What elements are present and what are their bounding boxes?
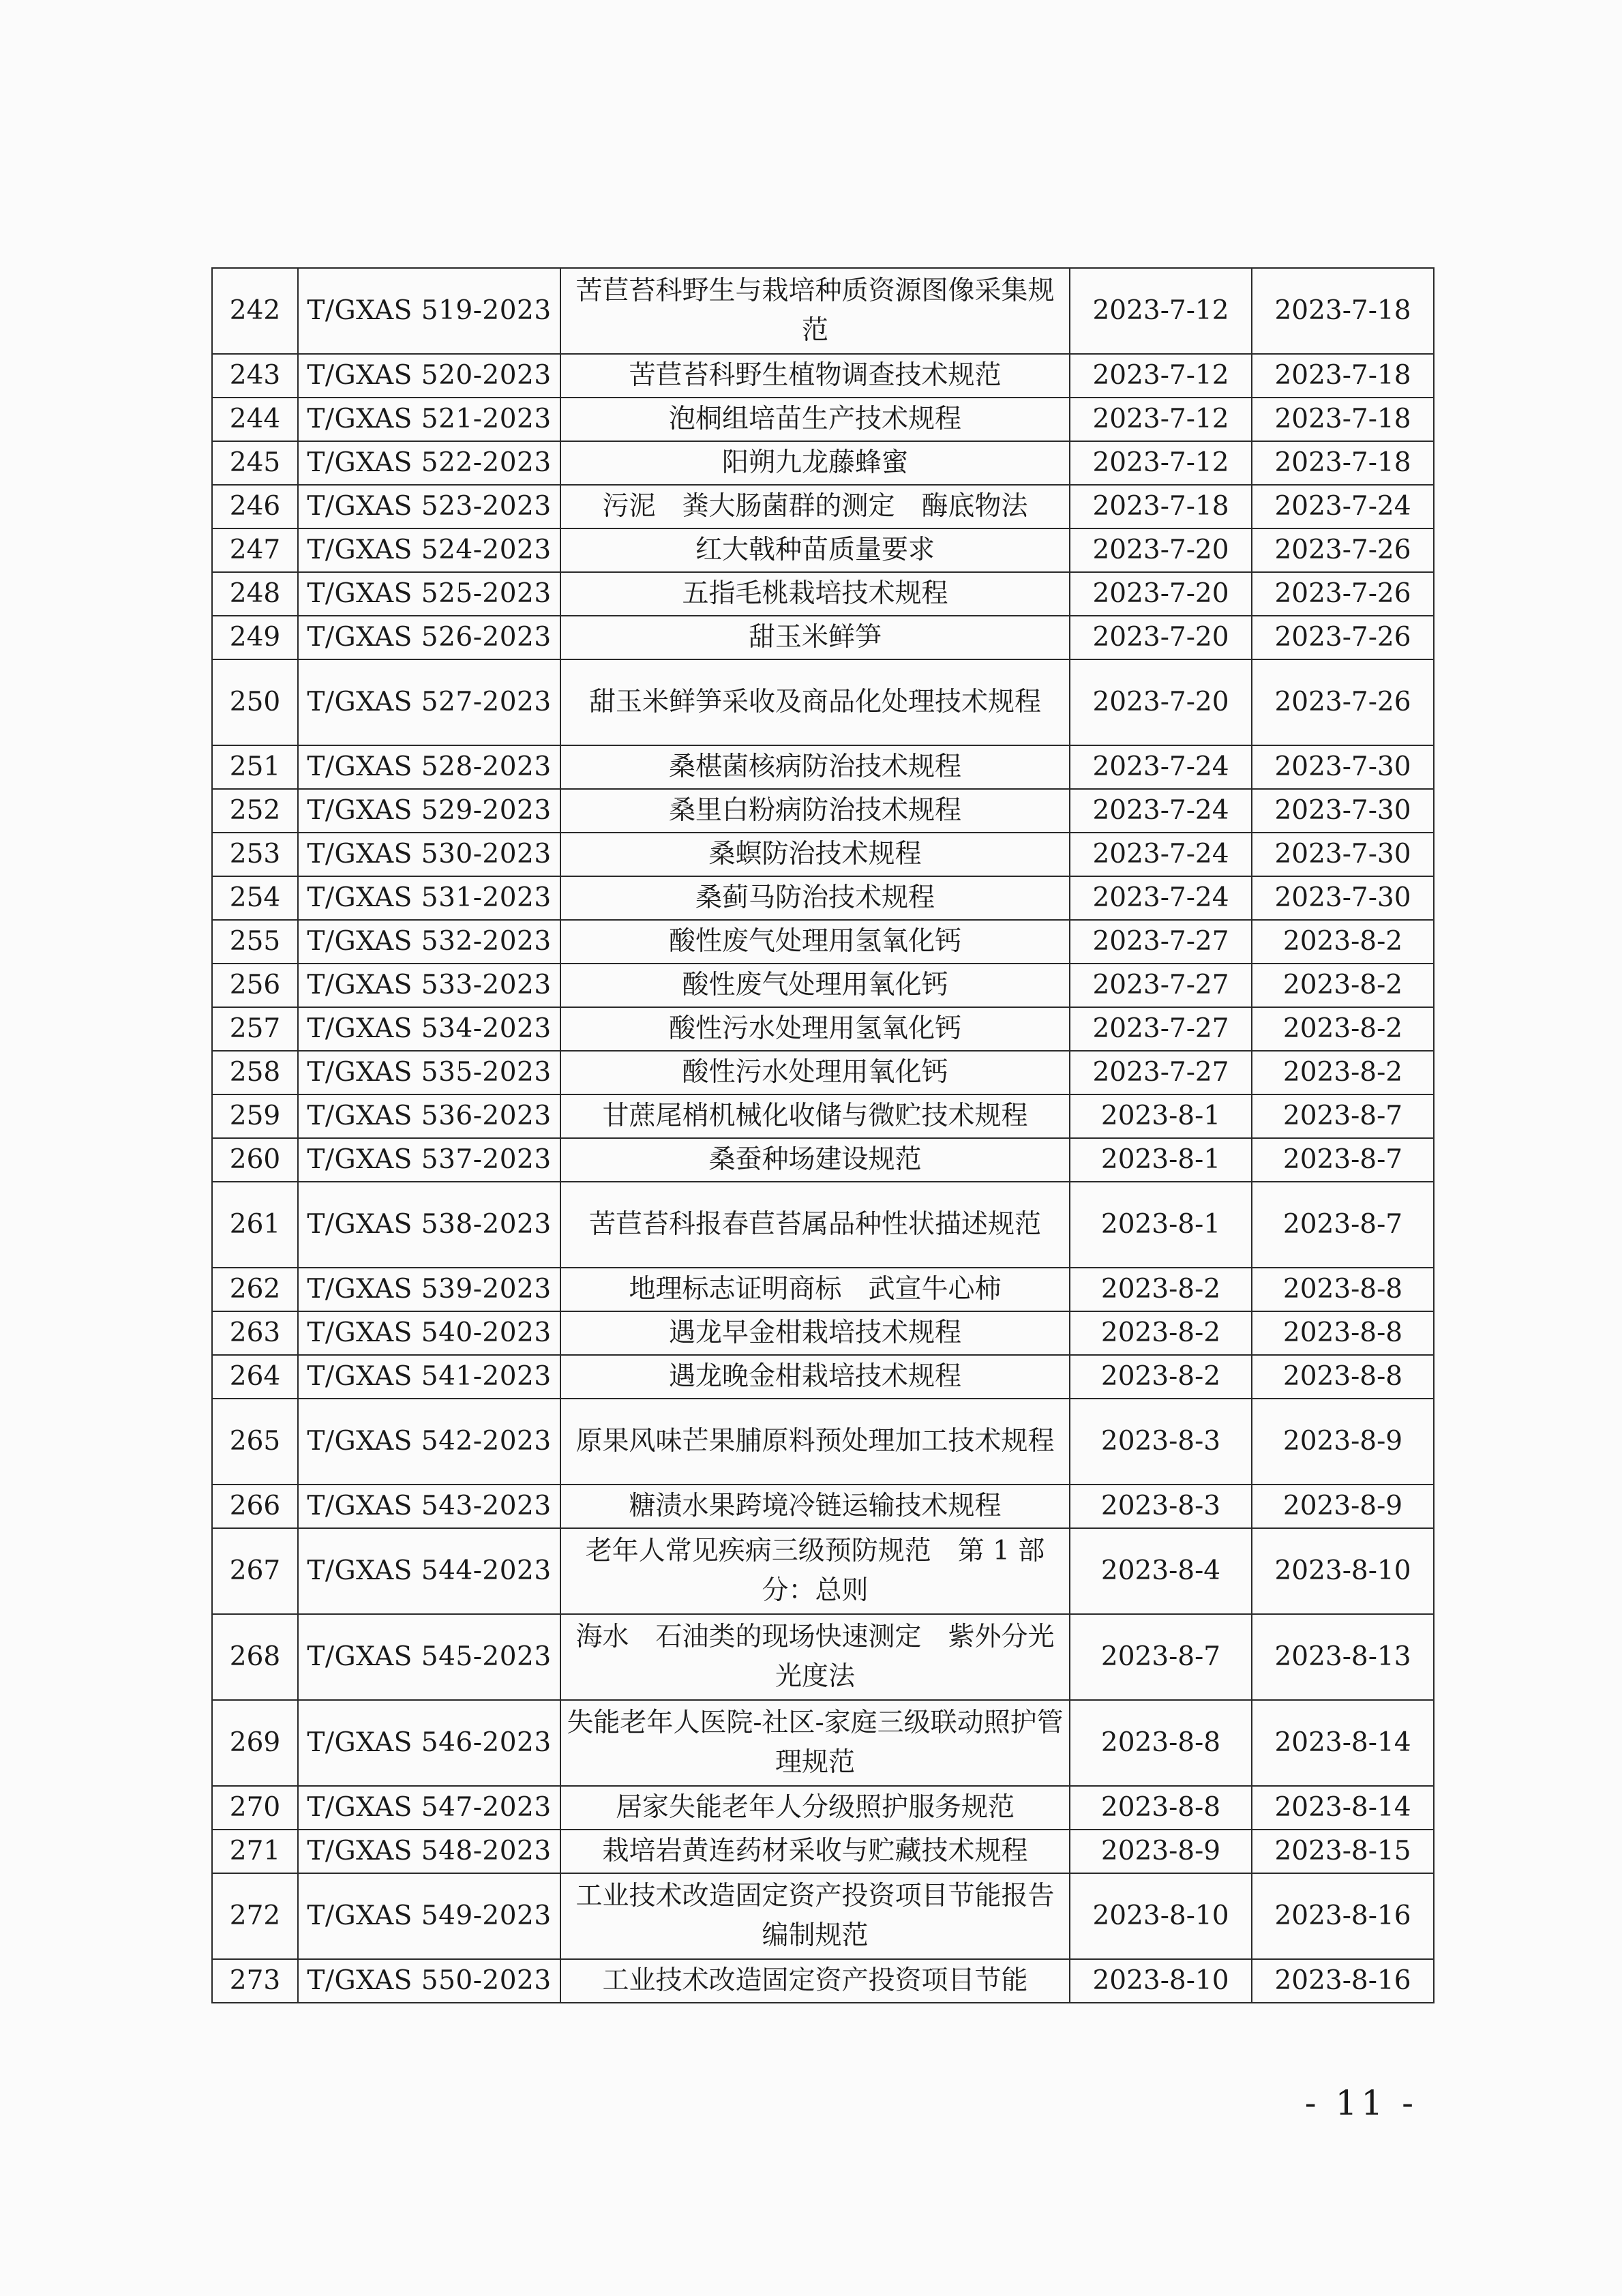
table-row (212, 572, 1434, 616)
standard-name-cell: 桑蓟马防治技术规程 (560, 876, 1070, 920)
standard-name-cell: 甜玉米鲜笋 (560, 616, 1070, 659)
effective-date-cell: 2023-8-2 (1252, 920, 1434, 964)
publish-date-cell: 2023-8-10 (1070, 1959, 1252, 2003)
standard-code-cell: T/GXAS 524-2023 (298, 528, 560, 572)
effective-date-cell: 2023-8-10 (1252, 1528, 1434, 1614)
row-number-cell: 251 (212, 745, 298, 789)
publish-date-cell: 2023-7-24 (1070, 876, 1252, 920)
standard-name-cell: 污泥 粪大肠菌群的测定 酶底物法 (560, 485, 1070, 528)
standard-name-cell: 原果风味芒果脯原料预处理加工技术规程 (560, 1399, 1070, 1485)
table-row (212, 789, 1434, 833)
publish-date-cell: 2023-7-24 (1070, 745, 1252, 789)
publish-date-cell: 2023-8-3 (1070, 1399, 1252, 1485)
publish-date-cell: 2023-8-1 (1070, 1094, 1252, 1138)
standard-name-cell: 老年人常见疾病三级预防规范 第 1 部分：总则 (560, 1528, 1070, 1614)
standard-code-cell: T/GXAS 550-2023 (298, 1959, 560, 2003)
table-row (212, 354, 1434, 398)
table-row (212, 1700, 1434, 1786)
table-row (212, 1959, 1434, 2003)
standard-name-cell: 五指毛桃栽培技术规程 (560, 572, 1070, 616)
row-number-cell: 271 (212, 1830, 298, 1873)
row-number-cell: 250 (212, 659, 298, 745)
table-row (212, 1873, 1434, 1959)
row-number-cell: 242 (212, 268, 298, 354)
effective-date-cell: 2023-7-26 (1252, 572, 1434, 616)
effective-date-cell: 2023-8-8 (1252, 1355, 1434, 1399)
standard-name-cell: 糖渍水果跨境冷链运输技术规程 (560, 1485, 1070, 1528)
row-number-cell: 266 (212, 1485, 298, 1528)
table-row (212, 964, 1434, 1007)
standard-code-cell: T/GXAS 525-2023 (298, 572, 560, 616)
standard-code-cell: T/GXAS 540-2023 (298, 1311, 560, 1355)
standard-name-cell: 遇龙早金柑栽培技术规程 (560, 1311, 1070, 1355)
row-number-cell: 247 (212, 528, 298, 572)
effective-date-cell: 2023-8-2 (1252, 1007, 1434, 1051)
publish-date-cell: 2023-7-18 (1070, 485, 1252, 528)
row-number-cell: 260 (212, 1138, 298, 1182)
table-row (212, 1182, 1434, 1268)
standard-code-cell: T/GXAS 544-2023 (298, 1528, 560, 1614)
publish-date-cell: 2023-8-1 (1070, 1182, 1252, 1268)
standard-code-cell: T/GXAS 534-2023 (298, 1007, 560, 1051)
row-number-cell: 253 (212, 833, 298, 876)
effective-date-cell: 2023-7-18 (1252, 441, 1434, 485)
standard-code-cell: T/GXAS 545-2023 (298, 1614, 560, 1700)
publish-date-cell: 2023-7-27 (1070, 964, 1252, 1007)
table-row (212, 1528, 1434, 1614)
table-row (212, 528, 1434, 572)
row-number-cell: 257 (212, 1007, 298, 1051)
standard-code-cell: T/GXAS 537-2023 (298, 1138, 560, 1182)
effective-date-cell: 2023-8-13 (1252, 1614, 1434, 1700)
table-row (212, 920, 1434, 964)
publish-date-cell: 2023-7-12 (1070, 398, 1252, 441)
standard-code-cell: T/GXAS 528-2023 (298, 745, 560, 789)
table-row (212, 1830, 1434, 1873)
row-number-cell: 258 (212, 1051, 298, 1094)
standard-code-cell: T/GXAS 546-2023 (298, 1700, 560, 1786)
row-number-cell: 246 (212, 485, 298, 528)
standard-code-cell: T/GXAS 527-2023 (298, 659, 560, 745)
standard-name-cell: 桑椹菌核病防治技术规程 (560, 745, 1070, 789)
publish-date-cell: 2023-7-12 (1070, 268, 1252, 354)
standard-name-cell: 海水 石油类的现场快速测定 紫外分光光度法 (560, 1614, 1070, 1700)
table-row (212, 1786, 1434, 1830)
row-number-cell: 245 (212, 441, 298, 485)
standard-name-cell: 酸性污水处理用氧化钙 (560, 1051, 1070, 1094)
effective-date-cell: 2023-7-26 (1252, 616, 1434, 659)
standard-name-cell: 酸性污水处理用氢氧化钙 (560, 1007, 1070, 1051)
effective-date-cell: 2023-8-7 (1252, 1182, 1434, 1268)
publish-date-cell: 2023-7-27 (1070, 920, 1252, 964)
table-row (212, 1051, 1434, 1094)
table-row (212, 1355, 1434, 1399)
effective-date-cell: 2023-8-14 (1252, 1786, 1434, 1830)
publish-date-cell: 2023-8-1 (1070, 1138, 1252, 1182)
row-number-cell: 252 (212, 789, 298, 833)
publish-date-cell: 2023-7-27 (1070, 1007, 1252, 1051)
row-number-cell: 244 (212, 398, 298, 441)
standard-code-cell: T/GXAS 535-2023 (298, 1051, 560, 1094)
standard-name-cell: 栽培岩黄连药材采收与贮藏技术规程 (560, 1830, 1070, 1873)
effective-date-cell: 2023-7-24 (1252, 485, 1434, 528)
effective-date-cell: 2023-8-9 (1252, 1399, 1434, 1485)
standard-code-cell: T/GXAS 531-2023 (298, 876, 560, 920)
effective-date-cell: 2023-8-16 (1252, 1873, 1434, 1959)
effective-date-cell: 2023-7-30 (1252, 876, 1434, 920)
standard-name-cell: 红大戟种苗质量要求 (560, 528, 1070, 572)
standards-table-body (212, 268, 1434, 2003)
standard-code-cell: T/GXAS 522-2023 (298, 441, 560, 485)
standard-name-cell: 工业技术改造固定资产投资项目节能 (560, 1959, 1070, 2003)
effective-date-cell: 2023-7-26 (1252, 659, 1434, 745)
standard-code-cell: T/GXAS 539-2023 (298, 1268, 560, 1311)
standard-name-cell: 失能老年人医院-社区-家庭三级联动照护管理规范 (560, 1700, 1070, 1786)
publish-date-cell: 2023-8-9 (1070, 1830, 1252, 1873)
standard-name-cell: 酸性废气处理用氢氧化钙 (560, 920, 1070, 964)
effective-date-cell: 2023-8-2 (1252, 1051, 1434, 1094)
table-row (212, 659, 1434, 745)
table-row (212, 1094, 1434, 1138)
publish-date-cell: 2023-8-8 (1070, 1700, 1252, 1786)
effective-date-cell: 2023-8-8 (1252, 1268, 1434, 1311)
standard-code-cell: T/GXAS 536-2023 (298, 1094, 560, 1138)
standard-code-cell: T/GXAS 543-2023 (298, 1485, 560, 1528)
publish-date-cell: 2023-8-8 (1070, 1786, 1252, 1830)
row-number-cell: 272 (212, 1873, 298, 1959)
publish-date-cell: 2023-8-10 (1070, 1873, 1252, 1959)
effective-date-cell: 2023-8-2 (1252, 964, 1434, 1007)
table-row (212, 441, 1434, 485)
table-row (212, 1311, 1434, 1355)
standard-name-cell: 居家失能老年人分级照护服务规范 (560, 1786, 1070, 1830)
table-row (212, 1268, 1434, 1311)
standard-code-cell: T/GXAS 519-2023 (298, 268, 560, 354)
publish-date-cell: 2023-8-2 (1070, 1268, 1252, 1311)
table-row (212, 398, 1434, 441)
standard-name-cell: 桑蚕种场建设规范 (560, 1138, 1070, 1182)
standard-name-cell: 地理标志证明商标 武宣牛心柿 (560, 1268, 1070, 1311)
publish-date-cell: 2023-7-20 (1070, 572, 1252, 616)
table-row (212, 876, 1434, 920)
standards-table (211, 267, 1435, 2003)
effective-date-cell: 2023-7-30 (1252, 833, 1434, 876)
publish-date-cell: 2023-7-12 (1070, 441, 1252, 485)
table-row (212, 616, 1434, 659)
publish-date-cell: 2023-8-4 (1070, 1528, 1252, 1614)
row-number-cell: 243 (212, 354, 298, 398)
row-number-cell: 268 (212, 1614, 298, 1700)
table-row (212, 833, 1434, 876)
effective-date-cell: 2023-8-15 (1252, 1830, 1434, 1873)
standard-name-cell: 泡桐组培苗生产技术规程 (560, 398, 1070, 441)
standard-code-cell: T/GXAS 541-2023 (298, 1355, 560, 1399)
table-row (212, 1138, 1434, 1182)
publish-date-cell: 2023-7-27 (1070, 1051, 1252, 1094)
standard-name-cell: 酸性废气处理用氧化钙 (560, 964, 1070, 1007)
standard-name-cell: 苦苣苔科报春苣苔属品种性状描述规范 (560, 1182, 1070, 1268)
standard-name-cell: 桑螟防治技术规程 (560, 833, 1070, 876)
effective-date-cell: 2023-7-18 (1252, 268, 1434, 354)
row-number-cell: 273 (212, 1959, 298, 2003)
publish-date-cell: 2023-8-3 (1070, 1485, 1252, 1528)
effective-date-cell: 2023-7-26 (1252, 528, 1434, 572)
standard-code-cell: T/GXAS 549-2023 (298, 1873, 560, 1959)
effective-date-cell: 2023-7-30 (1252, 745, 1434, 789)
row-number-cell: 259 (212, 1094, 298, 1138)
standard-name-cell: 工业技术改造固定资产投资项目节能报告编制规范 (560, 1873, 1070, 1959)
table-row (212, 1007, 1434, 1051)
standard-code-cell: T/GXAS 538-2023 (298, 1182, 560, 1268)
effective-date-cell: 2023-7-30 (1252, 789, 1434, 833)
effective-date-cell: 2023-8-16 (1252, 1959, 1434, 2003)
standard-code-cell: T/GXAS 521-2023 (298, 398, 560, 441)
row-number-cell: 256 (212, 964, 298, 1007)
table-row (212, 1399, 1434, 1485)
effective-date-cell: 2023-8-7 (1252, 1138, 1434, 1182)
publish-date-cell: 2023-7-20 (1070, 528, 1252, 572)
row-number-cell: 262 (212, 1268, 298, 1311)
row-number-cell: 261 (212, 1182, 298, 1268)
row-number-cell: 255 (212, 920, 298, 964)
standard-code-cell: T/GXAS 533-2023 (298, 964, 560, 1007)
row-number-cell: 267 (212, 1528, 298, 1614)
standard-name-cell: 苦苣苔科野生植物调查技术规范 (560, 354, 1070, 398)
row-number-cell: 265 (212, 1399, 298, 1485)
publish-date-cell: 2023-7-24 (1070, 833, 1252, 876)
row-number-cell: 264 (212, 1355, 298, 1399)
table-row (212, 1614, 1434, 1700)
effective-date-cell: 2023-8-14 (1252, 1700, 1434, 1786)
standard-code-cell: T/GXAS 547-2023 (298, 1786, 560, 1830)
publish-date-cell: 2023-7-20 (1070, 616, 1252, 659)
standard-code-cell: T/GXAS 523-2023 (298, 485, 560, 528)
table-row (212, 268, 1434, 354)
publish-date-cell: 2023-8-2 (1070, 1355, 1252, 1399)
publish-date-cell: 2023-7-12 (1070, 354, 1252, 398)
publish-date-cell: 2023-7-20 (1070, 659, 1252, 745)
standard-code-cell: T/GXAS 520-2023 (298, 354, 560, 398)
effective-date-cell: 2023-7-18 (1252, 398, 1434, 441)
standard-code-cell: T/GXAS 548-2023 (298, 1830, 560, 1873)
publish-date-cell: 2023-7-24 (1070, 789, 1252, 833)
effective-date-cell: 2023-8-7 (1252, 1094, 1434, 1138)
row-number-cell: 269 (212, 1700, 298, 1786)
standard-name-cell: 遇龙晚金柑栽培技术规程 (560, 1355, 1070, 1399)
standard-code-cell: T/GXAS 542-2023 (298, 1399, 560, 1485)
table-row (212, 1485, 1434, 1528)
standard-name-cell: 甘蔗尾梢机械化收储与微贮技术规程 (560, 1094, 1070, 1138)
standard-code-cell: T/GXAS 530-2023 (298, 833, 560, 876)
row-number-cell: 254 (212, 876, 298, 920)
effective-date-cell: 2023-7-18 (1252, 354, 1434, 398)
standard-name-cell: 桑里白粉病防治技术规程 (560, 789, 1070, 833)
standard-code-cell: T/GXAS 526-2023 (298, 616, 560, 659)
standard-name-cell: 苦苣苔科野生与栽培种质资源图像采集规范 (560, 268, 1070, 354)
standard-name-cell: 甜玉米鲜笋采收及商品化处理技术规程 (560, 659, 1070, 745)
effective-date-cell: 2023-8-8 (1252, 1311, 1434, 1355)
page-number: - 11 - (1304, 2083, 1417, 2123)
table-row (212, 485, 1434, 528)
standard-code-cell: T/GXAS 532-2023 (298, 920, 560, 964)
publish-date-cell: 2023-8-2 (1070, 1311, 1252, 1355)
publish-date-cell: 2023-8-7 (1070, 1614, 1252, 1700)
row-number-cell: 270 (212, 1786, 298, 1830)
effective-date-cell: 2023-8-9 (1252, 1485, 1434, 1528)
standard-code-cell: T/GXAS 529-2023 (298, 789, 560, 833)
standard-name-cell: 阳朔九龙藤蜂蜜 (560, 441, 1070, 485)
row-number-cell: 248 (212, 572, 298, 616)
row-number-cell: 263 (212, 1311, 298, 1355)
table-row (212, 745, 1434, 789)
row-number-cell: 249 (212, 616, 298, 659)
